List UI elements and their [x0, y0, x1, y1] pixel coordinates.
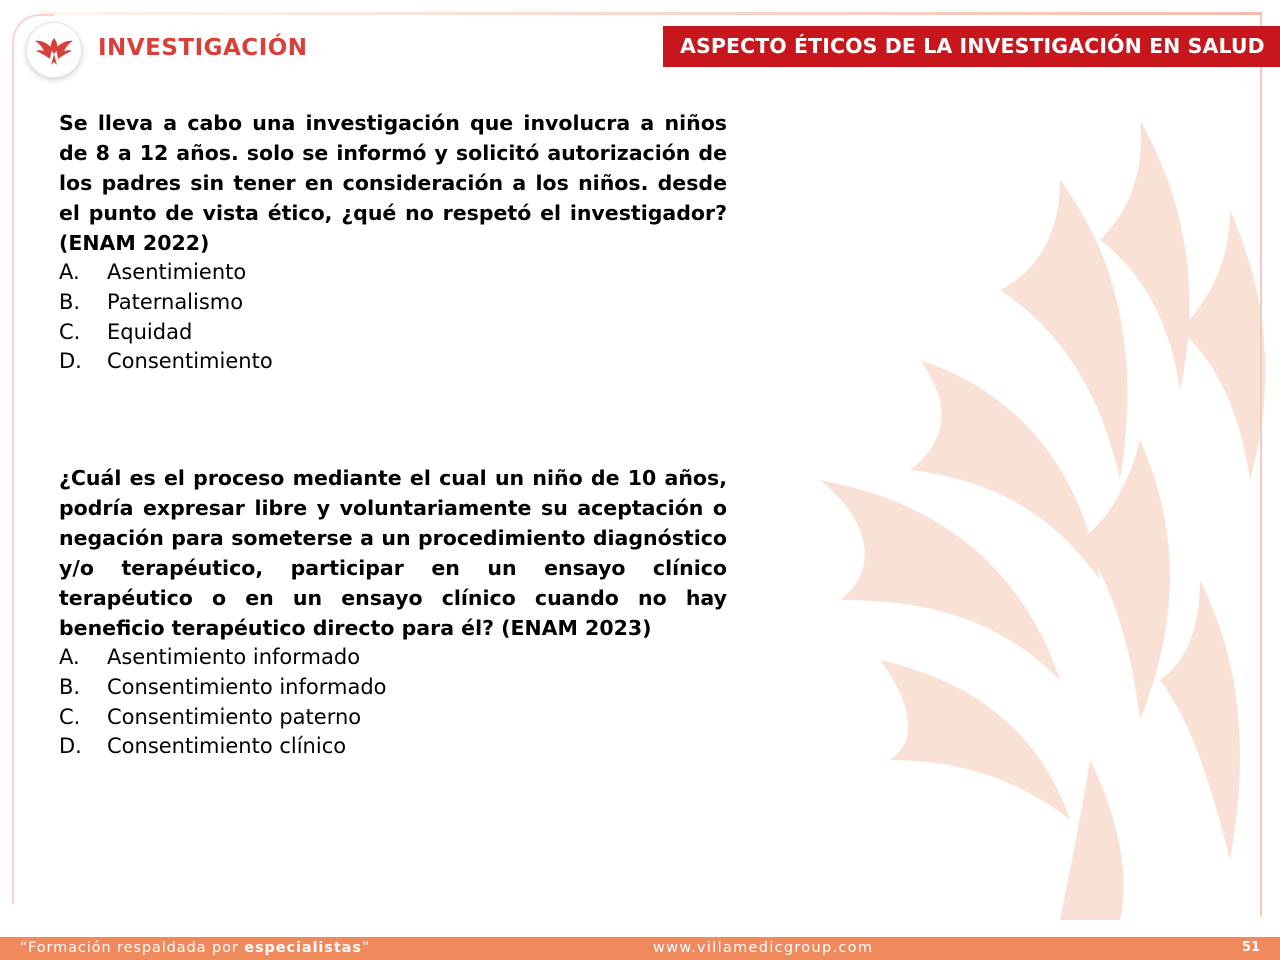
phoenix-watermark-icon: [760, 60, 1280, 920]
question-2: [59, 463, 727, 762]
option-text: Asentimiento informado: [107, 645, 361, 669]
question-1: [59, 108, 727, 377]
left-frame-line: [12, 14, 54, 904]
option-a: [59, 258, 727, 288]
option-text: Consentimiento paterno: [107, 704, 362, 729]
question-text: ¿Cuál es el proceso mediante el cual un niño de 10 años, podría expresar libre y voluntariamente su aceptación o negación para someterse a un procedimiento diagnóstico y/o terapéutico, participar en un ensayo clínico terapéutico o en un ensayo clínico cuando no hay beneficio terapéutico directo para él? (ENAM 2023): [59, 466, 727, 640]
question-text: Se lleva a cabo una investigación que involucra a niños de 8 a 12 años. solo se informó y solicitó autorización de los padres sin tener en consideración a los niños. desde el punto de vista ético, ¿qué no respetó el investigador? (ENAM 2022): [59, 111, 727, 255]
option-b: [59, 288, 727, 318]
header-banner: [663, 26, 1280, 67]
option-b: [59, 673, 727, 703]
option-text: Consentimiento clínico: [107, 734, 347, 759]
slogan-end: ”: [361, 940, 371, 956]
phoenix-logo-icon: [34, 32, 74, 68]
option-letter: D.: [59, 349, 82, 374]
footer-url: www.villamedicgroup.com: [653, 940, 874, 956]
option-letter: D.: [59, 734, 82, 759]
option-text: Paternalismo: [107, 289, 244, 314]
options-list: [59, 643, 727, 762]
option-text: Consentimiento informado: [107, 674, 387, 699]
page-number: 51: [1242, 940, 1261, 955]
option-text: Equidad: [107, 319, 193, 344]
slogan-start: “Formación respaldada por: [20, 940, 245, 956]
option-text: Asentimiento: [107, 260, 247, 284]
option-letter: C.: [59, 704, 81, 729]
section-title: INVESTIGACIÓN: [98, 35, 308, 61]
option-letter: B.: [59, 289, 81, 314]
option-c: [59, 318, 727, 348]
option-letter: A.: [59, 645, 80, 669]
option-letter: B.: [59, 674, 81, 699]
option-c: [59, 703, 727, 733]
option-text: Consentimiento: [107, 349, 273, 374]
options-list: [59, 258, 727, 377]
option-a: [59, 643, 727, 673]
option-letter: A.: [59, 260, 80, 284]
footer-slogan: [20, 940, 370, 956]
top-border-line: [40, 12, 1262, 15]
brand-logo: [26, 22, 82, 78]
option-d: [59, 732, 727, 762]
banner-title: ASPECTO ÉTICOS DE LA INVESTIGACIÓN EN SALUD: [680, 34, 1265, 58]
option-letter: C.: [59, 319, 81, 344]
slogan-emphasis: especialistas: [244, 940, 362, 956]
option-d: [59, 347, 727, 377]
footer-bar: [0, 937, 1280, 960]
